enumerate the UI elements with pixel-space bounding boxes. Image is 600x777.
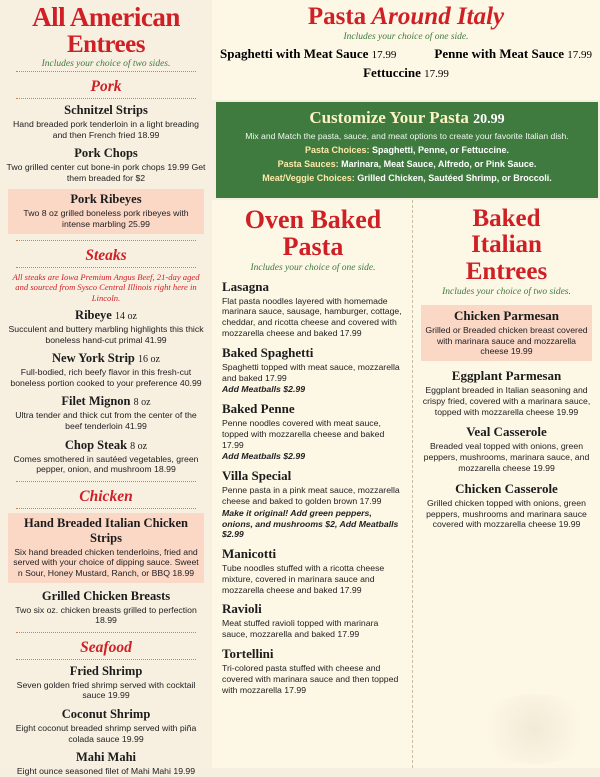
item-name: Tortellini (222, 646, 274, 661)
item-description: Six hand breaded chicken tenderloins, fried and served with your choice of dipping sauce. Sweet n Sour, Honey Mustard, Ranch, or BBQ 18.99 (13, 546, 199, 578)
menu-item (6, 308, 206, 345)
item-description: Penne noodles covered with meat sauce, topped with mozzarella cheese and baked 17.99 (222, 418, 385, 450)
all-american-title-line1: All American (32, 2, 180, 32)
customize-title-text: Customize Your Pasta (309, 108, 469, 127)
pasta-item-price: 17.99 (371, 48, 397, 61)
pasta-title-italic: Around Italy (366, 3, 505, 30)
item-name-text: Filet Mignon (61, 394, 131, 409)
item-description: Full-bodied, rich beefy flavor in this fresh-cut boneless portion cooked to your preference 40.99 (10, 367, 202, 388)
section-heading-pork: Pork (90, 78, 122, 96)
menu-item (6, 664, 206, 701)
baked-title-line2: Italian (471, 231, 542, 259)
all-american-subtitle: Includes your choice of two sides. (41, 59, 171, 70)
steaks-note: All steaks are Iowa Premium Angus Beef, 21-day aged and sourced from Sysco Central Illinois right here in Lincoln. (12, 271, 200, 304)
item-description: Succulent and buttery marbling highlights this thick boneless hand-cut primal 41.99 (8, 323, 204, 345)
baked-title-line1: Baked (472, 205, 541, 232)
divider (16, 98, 196, 99)
pasta-around-italy-section (212, 0, 600, 100)
item-description: Two six oz. chicken breasts grilled to perfection 18.99 (15, 604, 197, 626)
item-name: Baked Spaghetti (222, 344, 314, 360)
item-name: Veal Casserole (466, 424, 547, 440)
pasta-item-row (220, 46, 592, 62)
menu-item (222, 546, 404, 595)
item-name: Grilled Chicken Breasts (41, 588, 171, 603)
divider (16, 508, 196, 509)
watermark-decoration (474, 694, 594, 764)
item-description: Ultra tender and thick cut from the center of the beef tenderloin 41.99 (15, 410, 197, 431)
pasta-item-name: Penne with Meat Sauce (434, 45, 564, 61)
item-addon: Make it original! Add green peppers, onions, and mushrooms $2, Add Meatballs $2.99 (222, 507, 399, 540)
menu-item-highlighted (8, 513, 204, 583)
menu-item-highlighted (8, 189, 204, 233)
pasta-around-italy-title (220, 4, 592, 30)
pasta-item (434, 46, 592, 62)
item-addon: Add Meatballs $2.99 (222, 384, 306, 395)
menu-item (6, 103, 206, 140)
menu-item (421, 481, 592, 530)
item-description: Comes smothered in sautéed vegetables, green pepper, onion, and mushroom 18.99 (13, 453, 199, 475)
menu-item (222, 601, 404, 640)
menu-item (222, 279, 404, 339)
customize-your-pasta-panel (216, 102, 598, 198)
item-name-text: Chop Steak (64, 437, 128, 452)
customize-title (224, 108, 590, 128)
item-name: Chicken Casserole (455, 480, 558, 496)
pasta-title-bold: Pasta (307, 3, 367, 30)
choice-value: Spaghetti, Penne, or Fettuccine. (372, 145, 510, 155)
choice-value: Marinara, Meat Sauce, Alfredo, or Pink Sauce. (341, 159, 537, 169)
divider (16, 267, 196, 268)
item-description: Breaded veal topped with onions, green peppers, mushrooms, marinara sauce, and mozzarella cheese 19.99 (423, 441, 590, 473)
baked-italian-title (421, 206, 592, 285)
pasta-item-name: Fettuccine (363, 64, 421, 80)
item-name: Baked Penne (222, 401, 295, 417)
item-description: Meat stuffed ravioli topped with marinara sauce, mozzarella and baked 17.99 (222, 618, 379, 640)
all-american-entrees-column (0, 0, 212, 777)
baked-subtitle: Includes your choice of two sides. (442, 286, 571, 297)
choice-label: Pasta Sauces: (277, 159, 339, 169)
customize-choice-row (224, 159, 590, 169)
item-description: Grilled or Breaded chicken breast covered with marinara sauce and mozzarella cheese 19.99 (425, 324, 588, 357)
menu-item (6, 750, 206, 777)
menu-item-highlighted (421, 305, 592, 361)
customize-description: Mix and Match the pasta, sauce, and meat options to create your favorite Italian dish. (245, 131, 569, 141)
menu-item (6, 394, 206, 431)
item-description: Two 8 oz grilled boneless pork ribeyes with intense marbling 25.99 (23, 208, 189, 230)
menu-item (421, 368, 592, 417)
item-name: Chicken Parmesan (453, 307, 560, 323)
customize-choice-row (224, 173, 590, 183)
menu-item (6, 589, 206, 626)
item-size: 14 oz (114, 310, 137, 322)
pasta-item-name: Spaghetti with Meat Sauce (220, 45, 369, 61)
oven-title-line2: Pasta (282, 232, 344, 262)
customize-price: 20.99 (473, 112, 505, 127)
oven-subtitle: Includes your choice of one side. (250, 262, 376, 273)
item-name: Villa Special (222, 468, 292, 484)
pasta-subtitle: Includes your choice of one side. (343, 31, 469, 42)
item-description: Spaghetti topped with meat sauce, mozzarella and baked 17.99 (222, 361, 400, 383)
item-description: Eggplant breaded in Italian seasoning and crispy fried, covered with a marinara sauce, topped with mozzarella cheese 19.99 (422, 385, 591, 417)
item-description: Two grilled center cut bone-in pork chops 19.99 Get them breaded for $2 (6, 162, 206, 183)
item-name: Pork Chops (74, 146, 138, 161)
customize-choice-row (224, 145, 590, 155)
item-name (6, 438, 206, 453)
baked-italian-entrees-column (412, 200, 600, 768)
item-name: Fried Shrimp (69, 663, 143, 678)
section-heading-seafood: Seafood (80, 638, 132, 656)
divider (16, 632, 196, 633)
item-name: Schnitzel Strips (64, 103, 148, 118)
item-description: Penne pasta in a pink meat sauce, mozzarella cheese and baked to golden brown 17.99 (222, 485, 400, 506)
item-name: Pork Ribeyes (70, 192, 142, 207)
menu-item (6, 146, 206, 183)
menu-item (222, 401, 404, 462)
oven-baked-title (222, 206, 404, 261)
divider (16, 71, 196, 72)
item-description: Eight coconut breaded shrimp served with piña colada sauce 19.99 (15, 723, 197, 744)
item-name-text: Ribeye (75, 307, 112, 322)
menu-item (421, 424, 592, 473)
choice-value: Grilled Chicken, Sautéed Shrimp, or Broccoli. (357, 173, 552, 183)
item-name: Ravioli (222, 601, 262, 617)
item-addon: Add Meatballs $2.99 (222, 451, 306, 462)
menu-item (222, 345, 404, 395)
pasta-item (220, 65, 592, 81)
section-heading-chicken: Chicken (79, 487, 133, 505)
pasta-item-price: 17.99 (567, 48, 592, 61)
divider (16, 481, 196, 482)
choice-label: Meat/Veggie Choices: (262, 173, 355, 183)
item-name (6, 351, 206, 366)
divider (16, 240, 196, 241)
item-description: Hand breaded pork tenderloin in a light breading and then French fried 18.99 (13, 119, 199, 140)
menu-item (222, 468, 404, 540)
item-size: 16 oz (138, 354, 160, 366)
item-description: Grilled chicken topped with onions, green peppers, mushrooms and marinara sauce covered with mozzarella cheese 19.99 (426, 497, 587, 530)
item-name (6, 394, 206, 409)
item-description: Tri-colored pasta stuffed with cheese and covered with marinara sauce and then topped with mozzarella 17.99 (222, 663, 399, 695)
menu-item (6, 351, 206, 388)
all-american-title-line2: Entrees (67, 30, 145, 58)
menu-item (222, 646, 404, 695)
divider (16, 659, 196, 660)
section-heading-steaks: Steaks (85, 246, 127, 264)
item-name: Eggplant Parmesan (451, 368, 562, 384)
item-name: Mahi Mahi (75, 750, 137, 765)
item-size: 8 oz (130, 440, 148, 452)
oven-title-line1: Oven Baked (244, 205, 382, 234)
item-name: Hand Breaded Italian Chicken Strips (23, 515, 189, 545)
all-american-title (6, 4, 206, 57)
menu-item (6, 438, 206, 475)
pasta-item-price: 17.99 (424, 67, 449, 80)
item-description: Flat pasta noodles layered with homemade marinara sauce, sausage, hamburger, cottage, cheddar, and ricotta cheese and covered with mozzarella cheese and baked 17.99 (222, 295, 402, 338)
item-size: 8 oz (133, 397, 151, 409)
oven-baked-pasta-column (212, 200, 412, 768)
choice-label: Pasta Choices: (304, 145, 370, 155)
pasta-item (220, 46, 396, 62)
item-name: Coconut Shrimp (61, 707, 151, 722)
item-name (6, 308, 206, 323)
baked-title-line3: Entrees (465, 257, 548, 285)
item-name: Lasagna (222, 278, 269, 294)
item-description: Tube noodles stuffed with a ricotta cheese mixture, covered in marinara sauce and mozzarella cheese and baked 17.99 (222, 563, 385, 595)
item-description: Eight ounce seasoned filet of Mahi Mahi 19.99 (16, 766, 196, 777)
item-description: Seven golden fried shrimp served with cocktail sauce 19.99 (16, 679, 196, 701)
menu-item (6, 707, 206, 744)
item-name: Manicotti (222, 546, 277, 562)
item-name-text: New York Strip (52, 351, 135, 366)
